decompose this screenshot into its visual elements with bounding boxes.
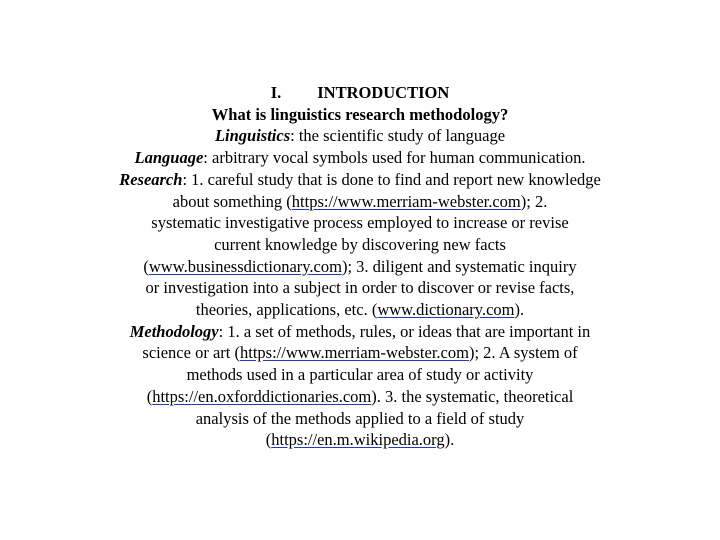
- language-term: Language: [134, 148, 204, 168]
- language-text: : arbitrary vocal symbols used for human communication.: [203, 148, 586, 168]
- research-text-8: theories, applications, etc. (: [195, 300, 378, 320]
- research-text-6-post: ); 3. diligent and systematic inquiry: [341, 256, 577, 276]
- section-heading: [88, 82, 632, 104]
- methodology-line-4: [88, 386, 632, 408]
- research-line-1: [88, 169, 632, 191]
- dictionary-link[interactable]: www.dictionary.com: [377, 300, 515, 320]
- oxforddictionaries-link[interactable]: https://en.oxforddictionaries.com: [152, 386, 372, 406]
- methodology-text-4-pre: (: [146, 386, 153, 406]
- research-text-1: : 1. careful study that is done to find and report new knowledge: [182, 169, 601, 189]
- research-line-7: [88, 299, 632, 321]
- section-number: I.: [270, 83, 282, 102]
- merriam-webster-link[interactable]: https://www.merriam-webster.com: [291, 191, 521, 211]
- linguistics-definition: [88, 125, 632, 147]
- research-line-3: systematic investigative process employed to increase or revise: [151, 213, 569, 233]
- research-text-2: about something (: [172, 191, 292, 211]
- research-line-6: or investigation into a subject in order to discover or revise facts,: [145, 278, 575, 298]
- question-heading: What is linguistics research methodology?: [211, 104, 509, 124]
- methodology-text-2: science or art (: [142, 343, 240, 363]
- methodology-text-4-post: ). 3. the systematic, theoretical: [371, 386, 574, 406]
- businessdictionary-link[interactable]: www.businessdictionary.com: [148, 256, 342, 276]
- wikipedia-link[interactable]: https://en.m.wikipedia.org: [271, 430, 445, 450]
- linguistics-text: : the scientific study of language: [290, 126, 506, 146]
- methodology-text-1: : 1. a set of methods, rules, or ideas that are important in: [218, 321, 591, 341]
- methodology-line-6: [88, 429, 632, 451]
- methodology-line-2: [88, 342, 632, 364]
- research-term: Research: [119, 169, 183, 189]
- research-line-2: [88, 191, 632, 213]
- section-title: INTRODUCTION: [317, 83, 450, 102]
- methodology-line-1: [88, 321, 632, 343]
- methodology-line-3: methods used in a particular area of study or activity: [186, 365, 534, 385]
- methodology-text-6-post: ).: [444, 430, 455, 450]
- research-text-3: ); 2.: [520, 191, 548, 211]
- research-text-8-post: ).: [514, 300, 525, 320]
- methodology-text-6-pre: (: [265, 430, 272, 450]
- research-text-6-pre: (: [143, 256, 149, 276]
- linguistics-term: Linguistics: [214, 126, 291, 146]
- research-line-5: [88, 256, 632, 278]
- merriam-webster-link-2[interactable]: https://www.merriam-webster.com: [239, 343, 469, 363]
- slide-body: [88, 82, 632, 451]
- research-line-4: current knowledge by discovering new facts: [214, 234, 506, 254]
- language-definition: [88, 147, 632, 169]
- methodology-line-5: analysis of the methods applied to a field of study: [195, 408, 525, 428]
- methodology-term: Methodology: [129, 321, 219, 341]
- methodology-text-2-post: ); 2. A system of: [468, 343, 578, 363]
